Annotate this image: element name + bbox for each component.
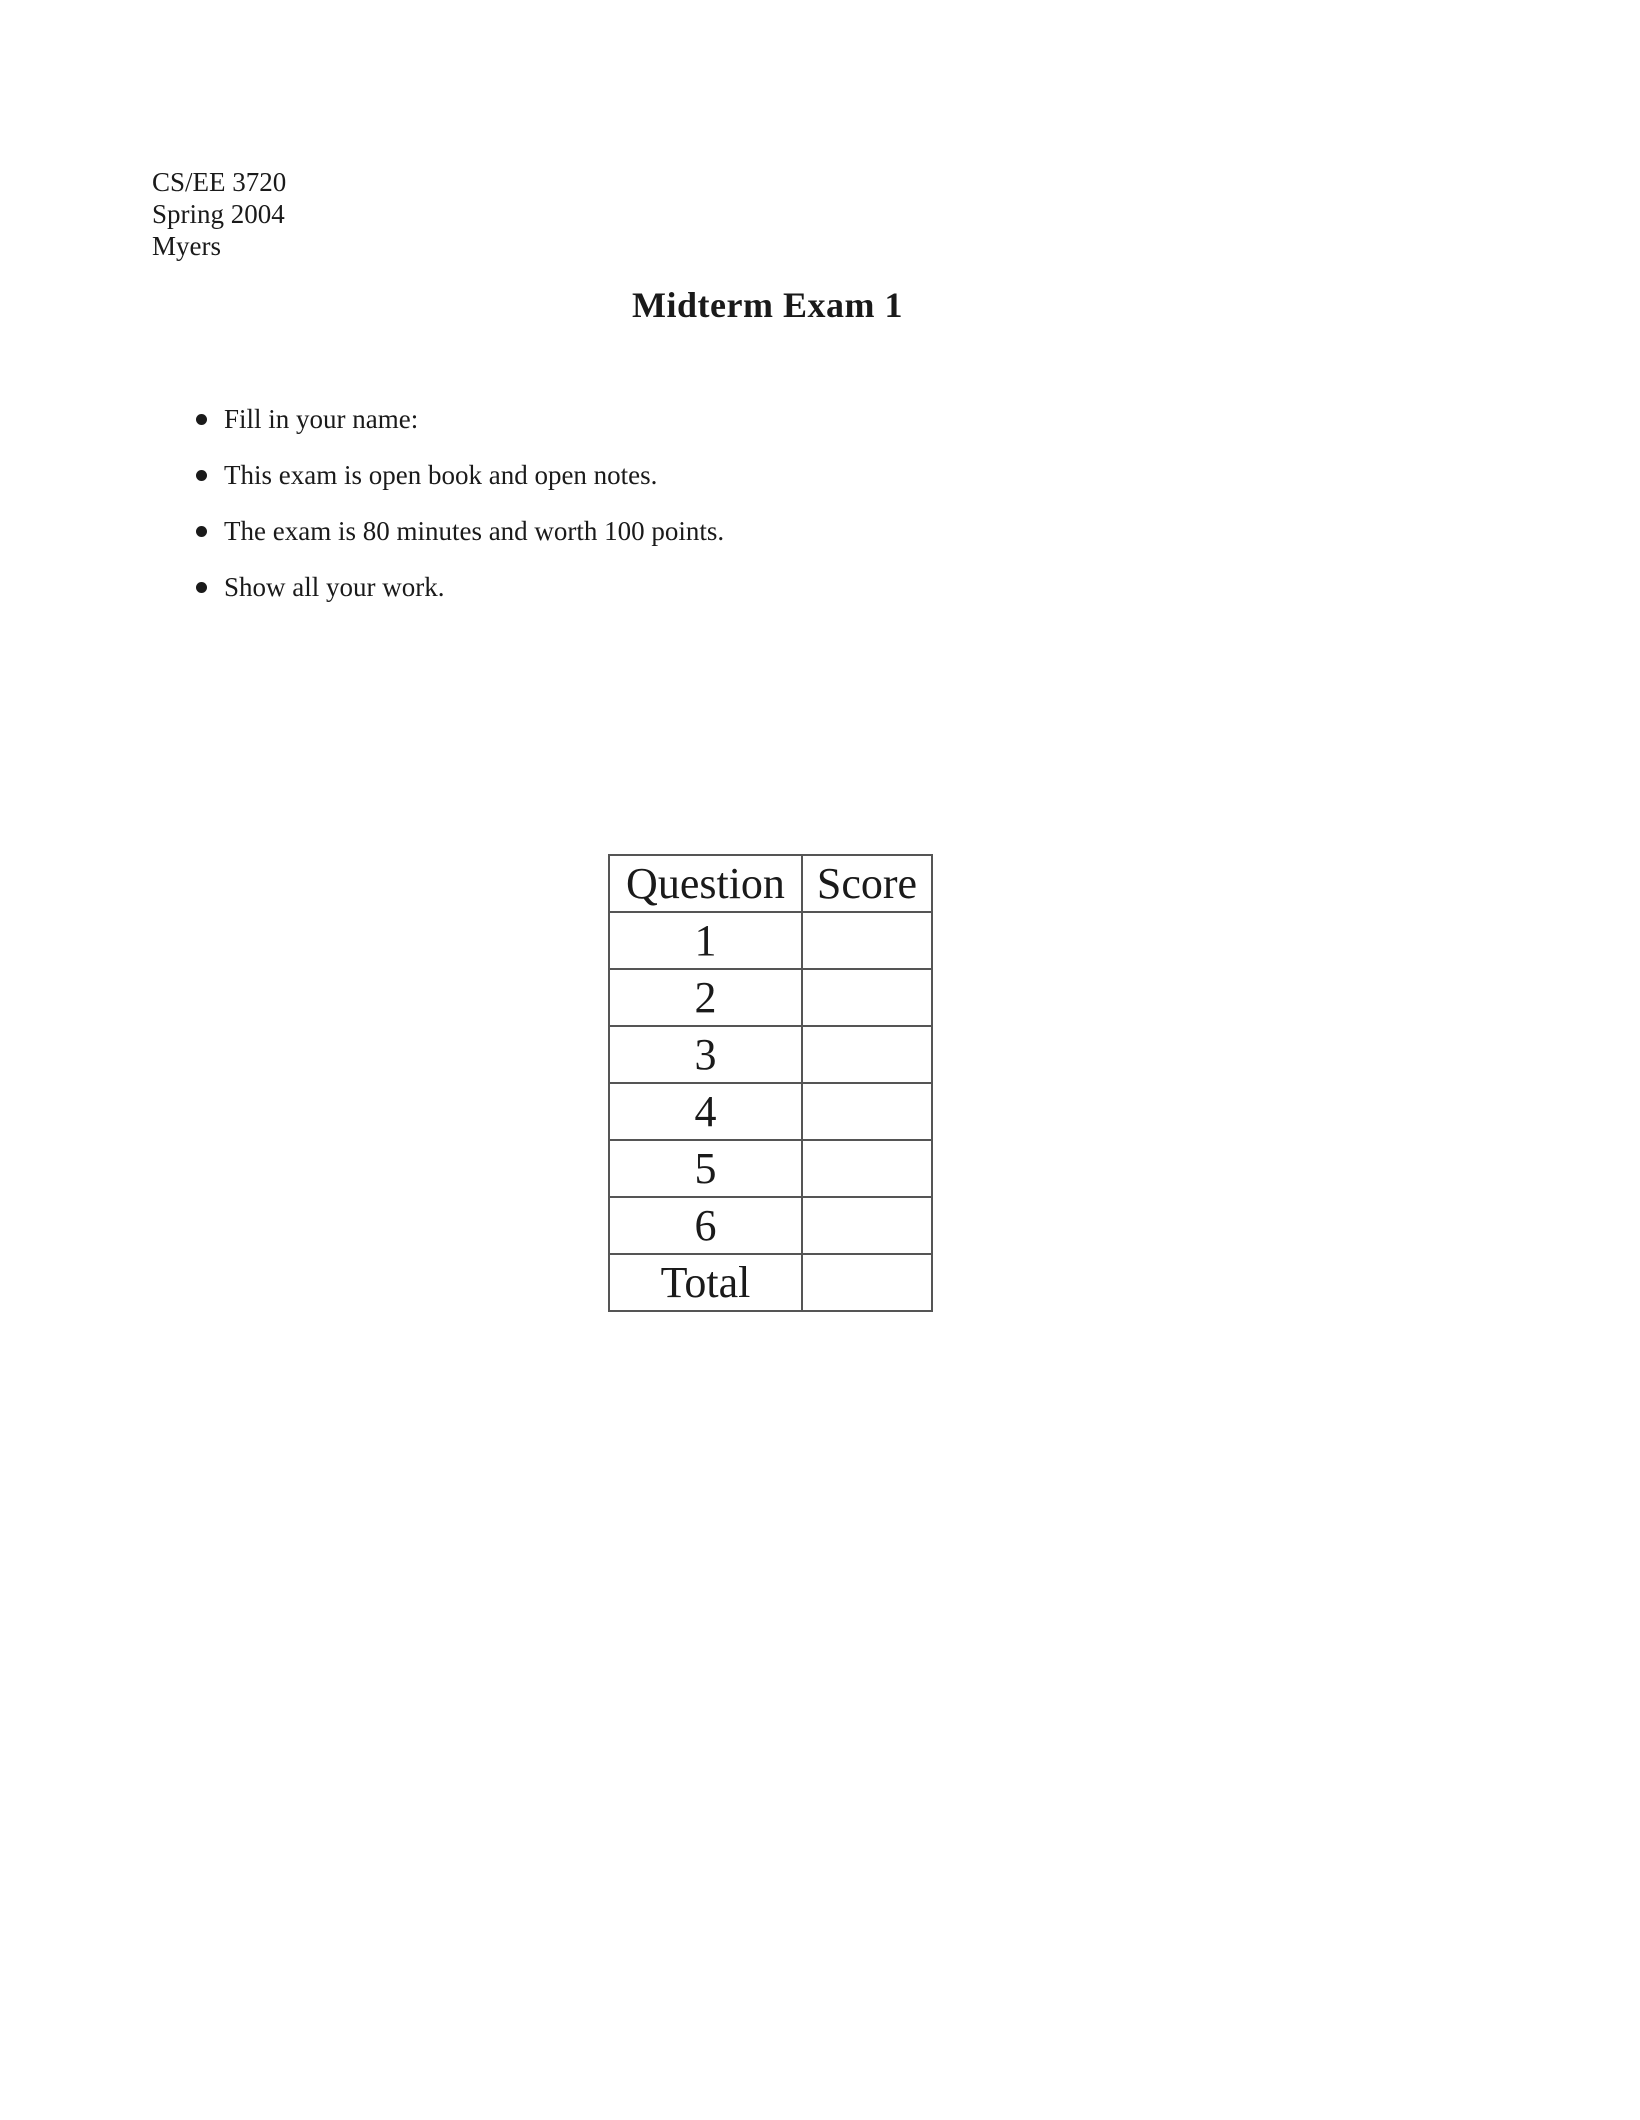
score-cell	[802, 1026, 932, 1083]
instruction-item	[196, 402, 724, 458]
table-row	[609, 1026, 932, 1083]
header-question: Question	[609, 855, 802, 912]
question-cell: 3	[609, 1026, 802, 1083]
course-header	[152, 166, 286, 262]
instruction-item	[196, 458, 724, 514]
instruction-text: Show all your work.	[224, 572, 445, 602]
score-cell	[802, 969, 932, 1026]
bullet-icon	[196, 470, 207, 481]
score-table	[608, 854, 933, 1312]
bullet-icon	[196, 414, 207, 425]
instruction-text: The exam is 80 minutes and worth 100 points.	[224, 516, 725, 546]
table-row	[609, 1083, 932, 1140]
header-score: Score	[802, 855, 932, 912]
score-cell	[802, 1083, 932, 1140]
score-cell	[802, 912, 932, 969]
instruction-item	[196, 570, 724, 626]
score-cell	[802, 1140, 932, 1197]
bullet-icon	[196, 582, 207, 593]
table-row	[609, 912, 932, 969]
total-score-cell	[802, 1254, 932, 1311]
question-cell: 5	[609, 1140, 802, 1197]
question-cell: 4	[609, 1083, 802, 1140]
table-row	[609, 969, 932, 1026]
instruction-text: Fill in your name:	[224, 404, 419, 434]
instructions-list	[196, 402, 724, 626]
total-label-cell: Total	[609, 1254, 802, 1311]
instruction-item	[196, 514, 724, 570]
table-row	[609, 1140, 932, 1197]
table-header-row	[609, 855, 932, 912]
question-cell: 1	[609, 912, 802, 969]
exam-title: Midterm Exam 1	[632, 285, 903, 325]
instruction-text: This exam is open book and open notes.	[224, 460, 658, 490]
question-cell: 2	[609, 969, 802, 1026]
bullet-icon	[196, 526, 207, 537]
table-row-total	[609, 1254, 932, 1311]
instructor-name: Myers	[152, 231, 221, 261]
question-cell: 6	[609, 1197, 802, 1254]
course-code: CS/EE 3720	[152, 167, 287, 197]
table-row	[609, 1197, 932, 1254]
course-term: Spring 2004	[152, 199, 285, 229]
score-cell	[802, 1197, 932, 1254]
